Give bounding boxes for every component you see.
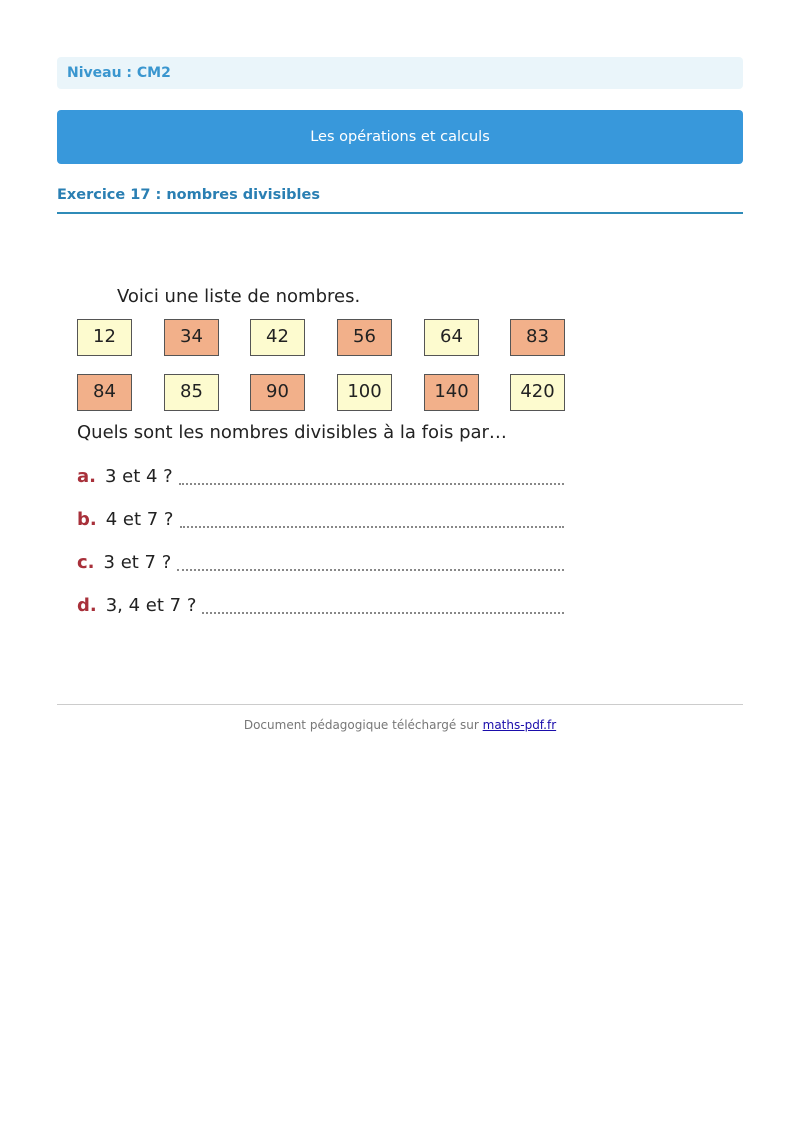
item-text: 4 et 7 ? (105, 509, 174, 530)
footer-text: Document pédagogique téléchargé sur (243, 718, 483, 732)
number-box: 420 (510, 374, 565, 411)
question-item (77, 595, 564, 621)
number-box: 83 (510, 319, 565, 356)
number-box: 100 (337, 374, 392, 411)
answer-line[interactable] (177, 555, 564, 571)
item-letter: d. (77, 595, 97, 616)
question-item (77, 466, 564, 492)
number-box: 140 (424, 374, 479, 411)
item-text: 3 et 7 ? (103, 552, 172, 573)
exercise-question: Quels sont les nombres divisibles à la fois par… (77, 422, 507, 443)
number-box: 12 (77, 319, 132, 356)
item-letter: a. (77, 466, 96, 487)
exercise-intro: Voici une liste de nombres. (117, 286, 361, 307)
number-box: 42 (250, 319, 305, 356)
number-box: 85 (164, 374, 219, 411)
number-box: 64 (424, 319, 479, 356)
footer (57, 717, 743, 733)
item-letter: b. (77, 509, 97, 530)
level-badge: Niveau : CM2 (57, 57, 743, 89)
footer-divider (57, 704, 743, 705)
number-box: 90 (250, 374, 305, 411)
item-letter: c. (77, 552, 95, 573)
item-text: 3 et 4 ? (104, 466, 173, 487)
question-item (77, 552, 564, 578)
answer-line[interactable] (202, 598, 564, 614)
answer-line[interactable] (179, 469, 564, 485)
footer-link[interactable]: maths-pdf.fr (482, 718, 557, 732)
topic-banner: Les opérations et calculs (57, 110, 743, 164)
exercise-title: Exercice 17 : nombres divisibles (57, 184, 743, 214)
number-box: 84 (77, 374, 132, 411)
number-box: 34 (164, 319, 219, 356)
answer-line[interactable] (180, 512, 565, 528)
number-box: 56 (337, 319, 392, 356)
question-item (77, 509, 564, 535)
item-text: 3, 4 et 7 ? (105, 595, 197, 616)
